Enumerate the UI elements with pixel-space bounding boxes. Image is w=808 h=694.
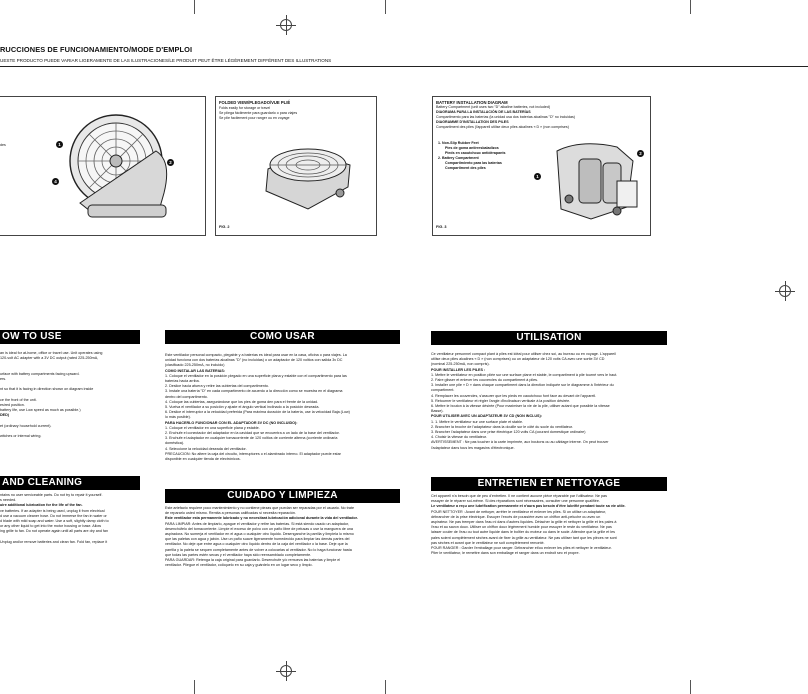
french-column [431,352,667,451]
english-line: witches or internal wiring. [0,434,42,439]
fig3-legend: Pies de goma antirresbaladizos [445,146,499,150]
callout-2: 2 [167,159,174,166]
spanish-cleaning-line: Este ventilador esta permanente lubricado y no necesitará lubricación adicional durante la vida del ventilador. [165,516,358,521]
callout-1: 1 [56,141,63,148]
french-adapter-step: 1. 1. Mettre le ventilateur sur une surface plate et stable. [431,419,524,424]
crop-mark [385,680,386,694]
section-heading-care-and-cleaning: AND CLEANING [0,476,140,490]
spanish-cleaning-line: parrilla y la paleta se sequen completamente antes de volver a colocarlas al ventilador. No lo haga funcionar hasta [165,547,352,552]
french-battery-step: 4. Remplacer les couvercles, s'assurer que les pieds en caoutchouc font face au devant de l'appareil. [431,393,597,398]
spanish-battery-title: COMO INSTALAR LAS BATERIAS: [165,368,226,373]
english-cleaning-line: ing grille to fan. Do not operate again until all parts are dry and fan [0,529,109,534]
english-cleaning-line: d blade with mild soap and water. Use a soft, slightly damp cloth to [0,519,109,524]
fig3-legend: Compartiment des piles [445,166,486,170]
fig3-line: DIAGRAMME D'INSTALLATION DES PILES [436,120,509,124]
french-battery-step: 3. Installer une pile « D » dans chaque compartiment dans la direction indiquée sur le diagramme à l'intérieur du [431,383,614,388]
spanish-precaution: PRECAUCION: No altere la caja del circuito, interruptores o el alambrado interno. El adaptador puede estar [165,451,341,456]
spanish-cleaning-line: que todas las partes estén secas y el ventilador haya sido reensamblado completamente. [165,552,312,557]
french-battery-step: 2. Faire glisser et enlever les couvercles du compartiment à piles. [431,378,538,383]
fig3-line: Compartiment des piles (l'appareil utilise deux piles alcalines « D » (non comprises) [436,125,569,129]
section-heading-cuidado-y-limpieza: CUIDADO Y LIMPIEZA [165,489,400,503]
english-line: an is ideal for at-home, office or travel use. Unit operates using [0,351,103,355]
page-subtitle: UESTE PRODUCTO PUEDE VARIAR LIGERAMENTE DE LAS ILUSTRACIONES/LE PRODUIT PEUT ÊTRE LÉGÈREMENT DIFFÉRENT DES ILLUSTRATIONS [0,58,332,63]
french-intro-line: utilise deux piles alcalines « D » (non comprises) ou un adaptateur de 120 volts CA avec une sortie 3V CD [431,357,605,362]
english-line: 120-volt AC adapter with a 3V DC output (rated 225-250mA, [0,356,99,361]
fig2-line: Folds easily for storage or travel [219,106,271,110]
battery-compartment-illustration [551,137,639,221]
french-battery-step: compartiment. [431,388,455,393]
english-line: ers. [0,377,7,382]
spanish-cleaning-column [165,506,400,568]
fig3-label: FIG. 3 [436,225,447,229]
spanish-cleaning-line: que las paletas con agua y jabón. Use un paño suave ligeramente humedecido para limpiar las demás partes del [165,537,350,542]
english-cleaning-line: d use a vacuum cleaner hose. Do not immerse the fan in water or [0,513,107,518]
french-adapter-title: POUR UTILISER AVEC UN ADAPTATEUR 3V CD (NON INCLUS): [431,414,542,419]
english-line: ce the front of the unit. [0,397,37,402]
french-cleaning-column [431,494,667,556]
spanish-adapter-title: PARA HACERLO FUNCIONAR CON EL ADAPTADOR 3V DC (NO INCLUIDO): [165,420,298,425]
french-warning: l'adaptateur dans tous les magasins d'électronique. [431,445,515,450]
french-cleaning-line: POUR NETTOYER : Avant de nettoyer, arrêter le ventilateur et enlever les piles. Si on utilise un adaptateur, [431,509,607,514]
french-intro-line: Ce ventilateur personnel compact plant à piles est idéal pour utiliser chez soi, au bureau ou en voyage. L'appareil [431,352,616,356]
fig2-title: FOLDED VIEW/PLEGADO/VUE PLIÉ [219,100,291,105]
french-cleaning-line: Plier le ventilateur, le remettre dans son emballage et ranger dans un endroit sec et propre. [431,551,580,556]
english-line [0,439,150,444]
spanish-battery-step: 4. Coloque las cubiertas, asegurándose que los pies de goma den para el frente de la unidad. [165,399,319,404]
crop-mark [194,680,195,694]
spanish-column [165,353,400,462]
page-title: RUCCIONES DE FUNCIONAMIENTO/MODE D'EMPLOI [0,45,193,54]
callout-4: 4 [52,178,59,185]
spanish-adapter-step: 4. Seleccione la velocidad deseada del ventilador. [165,446,247,451]
spanish-adapter-step: 2. Enchufe el conectador del adaptador en la cavidad que se encuentra a un lado de la base del ventilador. [165,431,340,436]
spanish-battery-step: dentro del compartimento. [165,394,208,399]
fig2-line: Se plie facilement pour ranger ou en voyage [219,116,290,120]
english-cleaning-column [0,493,150,545]
callout-1: 1 [534,173,541,180]
fig3-legend: 1. Non-Slip Rubber Feet [438,141,479,145]
fig3-legend: Pieds en caoutchouc antidérapants [445,151,506,155]
french-battery-step: 6. Mettre le bouton à la vitesse désirée (Pour maximiser la vie de la pile, utiliser autant que possible la vitesse [431,404,610,409]
french-adapter-step: 3. Brancher l'adaptateur dans une prise électrique 120 volts CA (courant domestique ordinaire) [431,430,586,435]
spanish-adapter-step: 3. Enchufe el adaptador en cualquier tomacorriente de 120 voltios de corriente alterna (corriente ordinaria [165,436,338,441]
french-battery-step: 5. Retourner le ventilateur et régler l'angle d'inclinaison verticale à la position désirée. [431,398,571,403]
english-line: urface with battery compartments facing upward. [0,371,80,376]
fig3-legend: 2. Battery Compartment [438,156,479,160]
section-heading-como-usar: COMO USAR [165,330,400,344]
spanish-intro-line: unidad funciona con dos baterías alcalinas "D" (no incluidas) o un adaptador de 120 voltios con salida 3v DC [165,358,343,363]
registration-mark [280,19,292,31]
french-warning: AVERTISSEMENT : Ne pas toucher à la carte imprimée, aux boutons ou au câblage interne. On peut trouver [431,440,609,445]
spanish-battery-step: lo más posible). [165,415,191,420]
spanish-battery-step: 2. Deslice hacia afuera y retire las cubiertas del compartimento. [165,384,269,389]
registration-mark [280,665,292,677]
fig2-label: FIG. 2 [219,225,230,229]
fig3-line: DIAGRAMA PARA LA INSTALACIÓN DE LAS BATERÍAS [436,110,531,114]
english-column [0,351,150,445]
fig3-legend: Compartimiento para las baterías [445,161,502,165]
spanish-battery-step: 3. Instale una batería "D" en cada compartimento de acuerdo a la dirección como se muestra en el diagrama [165,389,343,394]
english-cleaning-line: ve batteries. If an adapter is being used, unplug it from electrical [0,508,105,513]
spanish-adapter-step: 1. Coloque el ventilador en una superficie plana y estable. [165,425,260,430]
spanish-adapter-step: doméstica). [165,441,185,446]
spanish-cleaning-line: ventilador. Pliegue el ventilador, colóquelo en su caja y guárdelo en un lugar seco y limpio. [165,563,313,568]
spanish-cleaning-line: ventilador. No deje que entre agua o cualquier otro líquido dentro de la caja del ventilador o la base. Deje que la [165,542,348,547]
french-cleaning-line: l'eau et au savon doux. Utiliser un chiffon doux légèrement humide pour essuyer le reste du ventilateur. Ne pas [431,525,612,530]
header-rule [0,66,808,67]
folded-fan-illustration [260,135,356,213]
spanish-battery-step: baterías hacia arriba. [165,379,200,384]
spanish-intro-line: Este ventilador personal compacto, plegable y a baterías es ideal para usar en la casa, oficina o para viajes. La [165,353,347,357]
fig1-partial-label: des [0,143,6,147]
spanish-battery-step: 5. Vuelva el ventilador a su posición y ajuste el ángulo vertical inclinado a la posición deseada. [165,405,320,410]
spanish-cleaning-line: PARA GUARDAR: Retenga la caja original para guardarlo. Desenchufe y/o remueva las baterías y limpie el [165,558,341,563]
french-adapter-step: 4. Choisir la vitesse du ventilateur. [431,435,487,440]
french-cleaning-line: essayer de le réparer soi-même. Si des réparations sont nécessaires, consulter une personne qualifiée. [431,499,600,504]
spanish-battery-step: 6. Deslice el interruptor a la velocidad preferida (Para máxima duración de la batería, use la velocidad Baja (Low) [165,410,350,415]
spanish-battery-step: 1. Coloque el ventilador en la posición plegado en una superficie plana y estable con el compartimento para las [165,373,347,378]
section-heading-entretien-et-nettoyage: ENTRETIEN ET NETTOYAGE [431,477,667,491]
spanish-precaution: disponible en cualquier tienda de electrónicos. [165,457,241,462]
fan-illustration [60,111,180,223]
fig3-line: Battery Compartment (unit uses two "D" alkaline batteries, not included) [436,105,551,109]
fig3-title: BATTERY INSTALLATION DIAGRAM [436,100,508,105]
fig2-panel [215,96,377,236]
crop-mark [194,0,195,14]
crop-mark [690,0,691,14]
french-cleaning-line: débrancher de la prise électrique. Essuyer l'excès de poussière avec un chiffon anti-peluche ou avec un [431,514,601,519]
french-cleaning-line: pas sèches et avant que le ventilateur ne soit complètement remonté. [431,540,545,545]
english-line: et (ordinary household current). [0,423,52,428]
french-battery-title: POUR INSTALLER LES PILES : [431,367,486,372]
fig3-line: Compartimento para las baterías (la unidad usa dos baterías alcalinas "D" no incluidas) [436,115,575,119]
french-intro-line: (nominal 225-250mA, non compris). [431,362,490,367]
english-cleaning-line: or any other liquid to get into the motor housing or base. Allow [0,524,102,529]
french-cleaning-line: aspirateur. Ne pas tremper dans l'eau ni dans d'autres liquides. Détacher la grille et nettoyer la grille et les pales à [431,520,617,525]
french-cleaning-line: pales soient complètement sèches avant de fixer la grille au ventilateur. Ne pas utiliser tant que les pièces ne sont [431,535,617,540]
french-battery-step: 1. Mettre le ventilateur en position pliée sur une surface plane et stable, le compartiment à pile tourné vers le haut. [431,372,618,377]
french-cleaning-line: POUR RANGER : Garder l'emballage pour ranger. Débrancher et/ou enlever les piles et nettoyer le ventilateur. [431,546,612,551]
english-cleaning-line: ntains no user serviceable parts. Do not try to repair it yourself. [0,493,103,497]
section-heading-utilisation: UTILISATION [431,331,667,345]
english-line: esired position. [0,403,25,408]
fig2-line: Se pliega fácilmente para guardarlo o para viajes [219,111,298,115]
fig1-panel [0,96,206,236]
english-cleaning-line: s needed. [0,498,17,503]
callout-2: 2 [637,150,644,157]
section-heading-how-to-use: OW TO USE [0,330,140,344]
french-cleaning-line: Le ventilateur a reçu une lubrification permanente et n'aura pas besoin d'être lubrifié pendant toute sa vie utile. [431,504,626,509]
spanish-cleaning-line: aspiradora. No sumerja el ventilador en el agua o cualquier otro líquido. Desenganche la parrilla y limpiela lo mismo [165,532,354,537]
french-cleaning-line: Cet appareil n'a besoin que de peu d'entretien. Il ne contient aucune pièce réparable par l'utilisateur. Ne pas [431,494,607,498]
spanish-cleaning-line: desenchúfelo del tomacorriente. Limpie el exceso de polvo con un paño libre de pelusas o use la manguera de una [165,526,353,531]
english-line: nt so that it is facing in direction shown on diagram inside [0,387,94,392]
spanish-cleaning-line: Este artefacto requiere poco mantenimiento y no contiene piezas que puedan ser reparadas por el usuario. No trate [165,506,354,510]
english-line: battery life, use Low speed as much as possible.) [0,408,81,413]
french-battery-step: Basse). [431,409,444,414]
english-line: DED) [0,413,10,418]
spanish-intro-line: (clasificado 225-250mA, no incluido) [165,363,225,368]
registration-mark [779,285,791,297]
crop-mark [690,680,691,694]
spanish-cleaning-line: PARA LIMPIAR: Antes de limpiarlo, apague el ventilador y retire las baterías. Si está siendo usado un adaptador, [165,521,350,526]
french-adapter-step: 2. Brancher la broche de l'adaptateur dans la douille sur le côté du socle du ventilateur. [431,424,573,429]
fig3-panel [432,96,651,236]
english-cleaning-line: uire additional lubrication for the life of the fan. [0,503,83,508]
french-cleaning-line: laisser couler de l'eau ou tout autre liquide dans le boîtier du moteur ou dans le socle. Attendre que la grille et les [431,530,615,535]
spanish-cleaning-line: de repararlo usted mismo. Remita a personas calificadas si necesita reparación. [165,511,296,516]
crop-mark [385,0,386,14]
english-cleaning-line: Unplug and/or remove batteries and clean fan. Fold fan, replace it [0,539,108,544]
